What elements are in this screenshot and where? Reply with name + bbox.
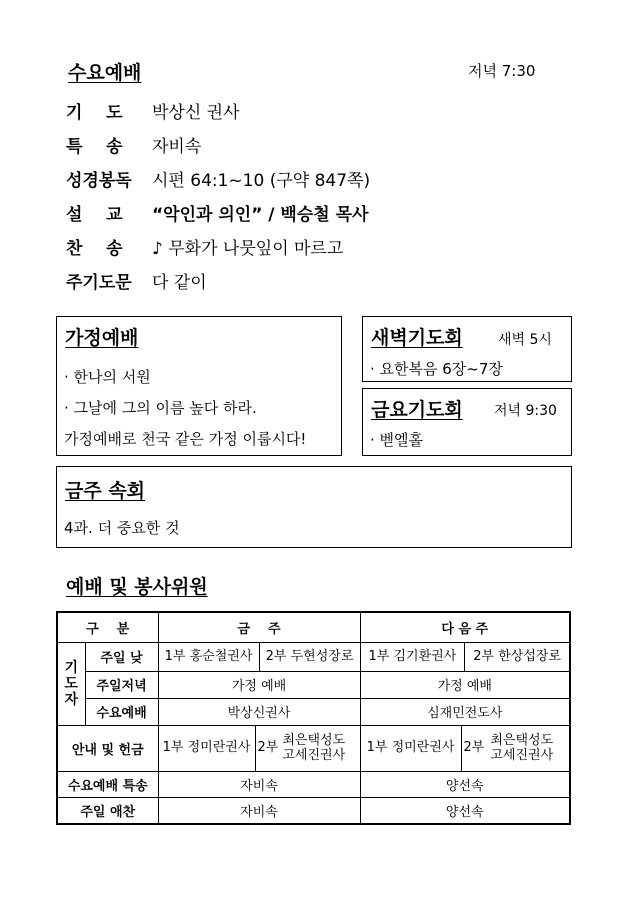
cell-part: 1부 정미란권사: [366, 740, 455, 755]
table-row: [57, 671, 570, 698]
cell-this: [158, 725, 360, 771]
order-label: 기 도: [66, 103, 123, 123]
header-category: 구 분: [57, 612, 158, 642]
cell-next: 양선속: [360, 797, 570, 824]
friday-prayer-time: 저녁 9:30: [494, 403, 557, 419]
cell-next: [360, 725, 570, 771]
cell-next: 심재민전도사: [360, 698, 570, 725]
table-row: [57, 771, 570, 797]
cell-this: 자비속: [158, 771, 360, 797]
order-label: 찬 송: [66, 239, 123, 259]
cell-part: 2부 한상섭장로: [464, 643, 569, 671]
header-next-week: 다 음 주: [360, 612, 570, 642]
cell-this: [158, 642, 360, 671]
cell-prefix: 2부: [257, 740, 279, 755]
cell-names: 최은택성도 고세진권사: [282, 733, 346, 763]
row-label: 수요예배 특송: [57, 771, 158, 797]
order-label: 주기도문: [66, 273, 132, 293]
row-label: 주일 애찬: [57, 797, 158, 824]
order-value: 박상신 권사: [152, 103, 240, 123]
cell-meeting-line: 4과. 더 중요한 것: [64, 519, 180, 537]
order-label: 성경봉독: [66, 171, 132, 191]
cell-part: [461, 726, 570, 771]
cell-names: 최은택성도 고세진권사: [490, 733, 554, 763]
order-row-scripture: [66, 168, 370, 194]
cell-this: 자비속: [158, 797, 360, 824]
order-row-lords-prayer: [66, 270, 207, 296]
row-label: 안내 및 헌금: [57, 725, 158, 771]
family-worship-line: 가정예배로 천국 같은 가정 이룹시다!: [64, 430, 307, 448]
friday-prayer-title: 금요기도회: [371, 399, 463, 421]
order-row-prayer: [66, 100, 240, 126]
table-row: [57, 725, 570, 771]
family-worship-box: [56, 316, 342, 456]
cell-part: [255, 726, 360, 771]
order-label: 설 교: [66, 205, 123, 225]
cell-part: 1부 김기환권사: [368, 648, 457, 664]
wed-service-time: 저녁 7:30: [468, 62, 536, 80]
friday-prayer-box: [362, 388, 572, 456]
cell-meeting-title: 금주 속회: [65, 480, 146, 502]
cell-meeting-box: [56, 466, 572, 548]
prayer-group-label: 기 도 자: [57, 642, 85, 725]
family-worship-title: 가정예배: [65, 327, 139, 349]
table-row: [57, 797, 570, 824]
family-worship-line: · 그날에 그의 이름 높다 하라.: [64, 399, 257, 417]
table-row: [57, 698, 570, 725]
cell-this: 가정 예배: [158, 671, 360, 698]
order-value: 시편 64:1~10 (구약 847쪽): [152, 171, 371, 191]
cell-part: 2부 두현성장로: [259, 643, 360, 671]
order-value: ♪ 무화가 나뭇잎이 마르고: [152, 239, 344, 259]
cell-this: 박상신권사: [158, 698, 360, 725]
cell-next: 가정 예배: [360, 671, 570, 698]
dawn-prayer-line: · 요한복음 6장~7장: [370, 360, 503, 378]
cell-next: 양선속: [360, 771, 570, 797]
table-header-row: [57, 612, 570, 642]
staff-title: 예배 및 봉사위원: [66, 576, 208, 598]
order-label: 특 송: [66, 137, 123, 157]
cell-next: [360, 642, 570, 671]
order-row-special-song: [66, 134, 201, 160]
row-label: 주일 낮: [85, 642, 158, 671]
cell-part: 1부 정미란권사: [162, 740, 251, 755]
cell-part: 1부 홍순철권사: [164, 648, 253, 664]
dawn-prayer-time: 새벽 5시: [498, 332, 552, 348]
order-value: “악인과 의인” / 백승철 목사: [152, 205, 369, 225]
cell-prefix: 2부: [463, 740, 485, 755]
order-value: 다 같이: [152, 273, 207, 293]
order-value: 자비속: [152, 137, 202, 157]
order-row-sermon: [66, 202, 368, 228]
dawn-prayer-title: 새벽기도회: [371, 327, 463, 349]
row-label: 주일저녁: [85, 671, 158, 698]
staff-table: [56, 611, 571, 825]
order-row-hymn: [66, 236, 343, 262]
header-this-week: 금 주: [158, 612, 360, 642]
wed-service-title: 수요예배: [68, 62, 142, 84]
row-label: 수요예배: [85, 698, 158, 725]
dawn-prayer-box: [362, 316, 572, 382]
table-row: [57, 642, 570, 671]
family-worship-line: · 한나의 서원: [64, 368, 151, 386]
friday-prayer-line: · 벧엘홀: [370, 431, 424, 449]
